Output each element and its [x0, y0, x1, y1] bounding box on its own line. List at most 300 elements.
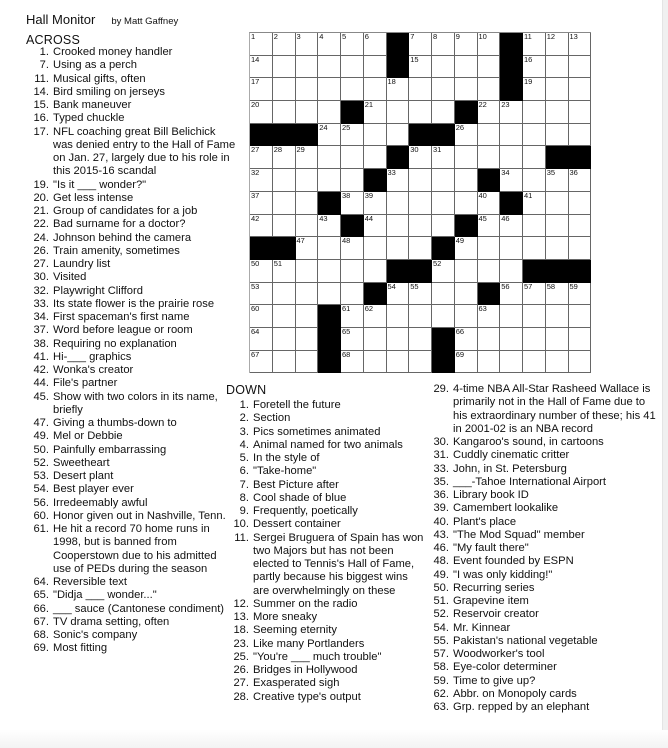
clue-item[interactable]	[26, 430, 236, 443]
grid-cell[interactable]	[387, 124, 410, 147]
clue-text: Section	[253, 412, 291, 425]
clue-item[interactable]	[226, 452, 426, 465]
grid-cell[interactable]	[409, 237, 432, 260]
clue-item[interactable]	[226, 664, 426, 677]
grid-cell[interactable]	[500, 328, 523, 351]
grid-cell[interactable]	[341, 78, 364, 101]
clue-item[interactable]	[426, 648, 656, 661]
clue-item[interactable]	[26, 271, 236, 284]
clue-item[interactable]	[26, 192, 236, 205]
clue-item[interactable]	[426, 555, 656, 568]
clue-item[interactable]	[426, 595, 656, 608]
grid-cell[interactable]	[296, 215, 319, 238]
down-clue-list-column-1	[226, 399, 426, 704]
grid-cell[interactable]	[296, 260, 319, 283]
clue-item[interactable]	[426, 502, 656, 515]
grid-cell[interactable]	[364, 56, 387, 79]
grid-cell[interactable]	[500, 146, 523, 169]
clue-item[interactable]	[26, 497, 236, 510]
grid-cell[interactable]	[273, 78, 296, 101]
grid-cell[interactable]	[296, 78, 319, 101]
grid-cell[interactable]	[364, 328, 387, 351]
grid-cell[interactable]	[409, 283, 432, 306]
grid-cell[interactable]	[546, 283, 569, 306]
grid-cell[interactable]	[296, 305, 319, 328]
clue-item[interactable]	[426, 635, 656, 648]
grid-cell[interactable]	[523, 33, 546, 56]
clue-item[interactable]	[426, 675, 656, 688]
grid-cell[interactable]	[569, 283, 592, 306]
grid-cell[interactable]	[364, 237, 387, 260]
clue-item[interactable]	[26, 99, 236, 112]
clue-item[interactable]	[226, 638, 426, 651]
clue-item[interactable]	[226, 598, 426, 611]
clue-number: 2.	[239, 412, 249, 425]
grid-cell[interactable]	[318, 56, 341, 79]
grid-cell[interactable]	[569, 56, 592, 79]
grid-cell[interactable]	[364, 260, 387, 283]
grid-cell[interactable]	[569, 328, 592, 351]
grid-cell[interactable]	[546, 237, 569, 260]
grid-cell[interactable]	[387, 305, 410, 328]
grid-cell[interactable]	[273, 101, 296, 124]
grid-cell[interactable]	[250, 260, 273, 283]
grid-cell[interactable]	[455, 33, 478, 56]
grid-cell[interactable]	[273, 328, 296, 351]
grid-cell[interactable]	[273, 56, 296, 79]
grid-cell[interactable]	[318, 215, 341, 238]
grid-cell[interactable]	[523, 169, 546, 192]
grid-cell[interactable]	[432, 33, 455, 56]
black-square	[478, 283, 501, 306]
grid-cell[interactable]	[409, 215, 432, 238]
grid-cell[interactable]	[432, 305, 455, 328]
grid-cell[interactable]	[523, 146, 546, 169]
clue-item[interactable]	[26, 483, 236, 496]
grid-cell[interactable]	[364, 215, 387, 238]
clue-item[interactable]	[26, 364, 236, 377]
grid-cell[interactable]	[546, 78, 569, 101]
grid-cell[interactable]	[569, 101, 592, 124]
grid-cell[interactable]	[341, 237, 364, 260]
grid-cell[interactable]	[432, 101, 455, 124]
grid-cell[interactable]	[500, 305, 523, 328]
clue-item[interactable]	[426, 569, 656, 582]
clue-item[interactable]	[26, 523, 236, 576]
grid-cell[interactable]	[500, 124, 523, 147]
grid-cell[interactable]	[364, 78, 387, 101]
grid-cell[interactable]	[569, 351, 592, 374]
grid-cell[interactable]	[455, 146, 478, 169]
cell-number: 36	[569, 168, 578, 178]
clue-item[interactable]	[426, 582, 656, 595]
clue-item[interactable]	[26, 510, 236, 523]
grid-cell[interactable]	[523, 328, 546, 351]
clue-item[interactable]	[26, 470, 236, 483]
clue-text: Grapevine item	[453, 595, 529, 607]
clue-item[interactable]	[426, 436, 656, 449]
grid-cell[interactable]	[273, 305, 296, 328]
clue-item[interactable]	[26, 351, 236, 364]
grid-cell[interactable]	[569, 169, 592, 192]
grid-cell[interactable]	[296, 283, 319, 306]
grid-cell[interactable]	[250, 283, 273, 306]
grid-cell[interactable]	[432, 169, 455, 192]
grid-cell[interactable]	[455, 351, 478, 374]
grid-cell[interactable]	[364, 101, 387, 124]
grid-cell[interactable]	[500, 237, 523, 260]
grid-cell[interactable]	[500, 351, 523, 374]
grid-cell[interactable]	[523, 192, 546, 215]
clue-item[interactable]	[426, 529, 656, 542]
grid-cell[interactable]	[432, 215, 455, 238]
grid-cell[interactable]	[318, 260, 341, 283]
grid-cell[interactable]	[455, 56, 478, 79]
clue-number: 43.	[433, 528, 449, 541]
grid-cell[interactable]	[455, 124, 478, 147]
grid-cell[interactable]	[318, 124, 341, 147]
grid-cell[interactable]	[455, 192, 478, 215]
clue-item[interactable]	[26, 616, 236, 629]
grid-cell[interactable]	[523, 237, 546, 260]
clue-text: Exasperated sigh	[253, 677, 340, 690]
grid-cell[interactable]	[387, 78, 410, 101]
grid-cell[interactable]	[296, 237, 319, 260]
clue-text: Hi-___ graphics	[53, 350, 132, 363]
grid-cell[interactable]	[409, 33, 432, 56]
clue-item[interactable]	[26, 444, 236, 457]
grid-cell[interactable]	[569, 237, 592, 260]
scrollbar[interactable]	[662, 0, 668, 748]
clue-item[interactable]	[26, 285, 236, 298]
grid-cell[interactable]	[569, 33, 592, 56]
clue-item[interactable]	[26, 603, 236, 616]
grid-cell[interactable]	[364, 192, 387, 215]
clue-item[interactable]	[26, 324, 236, 337]
clue-item[interactable]	[26, 59, 236, 72]
clue-item[interactable]	[26, 86, 236, 99]
grid-cell[interactable]	[546, 328, 569, 351]
grid-cell[interactable]	[523, 305, 546, 328]
grid-cell[interactable]	[546, 351, 569, 374]
grid-cell[interactable]	[546, 33, 569, 56]
grid-cell[interactable]	[250, 146, 273, 169]
clue-item[interactable]	[26, 218, 236, 231]
grid-cell[interactable]	[250, 101, 273, 124]
grid-cell[interactable]	[500, 169, 523, 192]
clue-item[interactable]	[226, 532, 426, 598]
grid-cell[interactable]	[273, 283, 296, 306]
grid-cell[interactable]	[546, 192, 569, 215]
clue-number: 66.	[33, 602, 49, 615]
grid-cell[interactable]	[341, 56, 364, 79]
clue-item[interactable]	[226, 479, 426, 492]
clue-item[interactable]	[26, 298, 236, 311]
grid-cell[interactable]	[478, 351, 501, 374]
cell-number: 35	[546, 168, 556, 178]
grid-cell[interactable]	[318, 237, 341, 260]
grid-cell[interactable]	[296, 169, 319, 192]
grid-cell[interactable]	[318, 33, 341, 56]
grid-cell[interactable]	[250, 351, 273, 374]
grid-cell[interactable]	[409, 146, 432, 169]
grid-cell[interactable]	[296, 351, 319, 374]
grid-cell[interactable]	[432, 56, 455, 79]
clue-item[interactable]	[26, 391, 236, 418]
grid-cell[interactable]	[546, 56, 569, 79]
grid-cell[interactable]	[478, 124, 501, 147]
clue-item[interactable]	[26, 417, 236, 430]
grid-cell[interactable]	[296, 101, 319, 124]
grid-cell[interactable]	[387, 283, 410, 306]
grid-cell[interactable]	[341, 192, 364, 215]
grid-cell[interactable]	[478, 305, 501, 328]
clue-item[interactable]	[26, 642, 236, 655]
clue-item[interactable]	[426, 622, 656, 635]
clue-item[interactable]	[26, 457, 236, 470]
clue-text: He hit a record 70 home runs in 1998, but is banned from Cooperstown due to his admitted use of PEDs during the season	[53, 523, 217, 575]
grid-cell[interactable]	[364, 124, 387, 147]
grid-cell[interactable]	[546, 215, 569, 238]
grid-cell[interactable]	[523, 56, 546, 79]
grid-cell[interactable]	[250, 78, 273, 101]
grid-cell[interactable]	[569, 78, 592, 101]
grid-cell[interactable]	[523, 283, 546, 306]
grid-cell[interactable]	[341, 283, 364, 306]
grid-cell[interactable]	[478, 215, 501, 238]
grid-cell[interactable]	[478, 146, 501, 169]
grid-cell[interactable]	[478, 328, 501, 351]
grid-cell[interactable]	[250, 328, 273, 351]
cell-number: 68	[342, 349, 351, 359]
clue-item[interactable]	[26, 112, 236, 125]
grid-cell[interactable]	[364, 305, 387, 328]
grid-cell[interactable]	[387, 328, 410, 351]
clue-item[interactable]	[226, 624, 426, 637]
clue-item[interactable]	[226, 465, 426, 478]
grid-cell[interactable]	[432, 192, 455, 215]
cell-number: 39	[364, 190, 374, 200]
clue-item[interactable]	[26, 46, 236, 59]
grid-cell[interactable]	[364, 351, 387, 374]
grid-cell[interactable]	[296, 146, 319, 169]
grid-cell[interactable]	[523, 101, 546, 124]
grid-cell[interactable]	[569, 305, 592, 328]
grid-cell[interactable]	[273, 260, 296, 283]
clue-item[interactable]	[26, 126, 236, 179]
grid-cell[interactable]	[569, 192, 592, 215]
grid-cell[interactable]	[478, 260, 501, 283]
black-square	[341, 215, 364, 238]
grid-cell[interactable]	[387, 169, 410, 192]
cell-number: 56	[501, 281, 510, 291]
clue-item[interactable]	[226, 691, 426, 704]
clue-text: Desert plant	[53, 470, 114, 482]
grid-cell[interactable]	[341, 260, 364, 283]
grid-cell[interactable]	[250, 33, 273, 56]
clue-item[interactable]	[26, 205, 236, 218]
clue-item[interactable]	[26, 311, 236, 324]
grid-cell[interactable]	[523, 215, 546, 238]
clue-item[interactable]	[426, 449, 656, 462]
grid-cell[interactable]	[341, 146, 364, 169]
clue-item[interactable]	[426, 516, 656, 529]
grid-cell[interactable]	[478, 237, 501, 260]
grid-cell[interactable]	[455, 260, 478, 283]
clue-item[interactable]	[226, 439, 426, 452]
clue-text: Mr. Kinnear	[453, 621, 511, 634]
clue-item[interactable]	[426, 463, 656, 476]
grid-cell[interactable]	[273, 169, 296, 192]
grid-cell[interactable]	[296, 33, 319, 56]
grid-cell[interactable]	[296, 328, 319, 351]
clue-item[interactable]	[226, 651, 426, 664]
clue-number: 1.	[39, 46, 49, 58]
clue-item[interactable]	[26, 245, 236, 258]
cell-number: 28	[273, 145, 283, 155]
grid-cell[interactable]	[250, 169, 273, 192]
grid-cell[interactable]	[409, 169, 432, 192]
grid-cell[interactable]	[409, 192, 432, 215]
clue-item[interactable]	[26, 576, 236, 589]
cell-number: 44	[364, 213, 374, 223]
grid-cell[interactable]	[478, 101, 501, 124]
grid-cell[interactable]	[500, 283, 523, 306]
grid-cell[interactable]	[341, 351, 364, 374]
clue-number: 5.	[239, 452, 249, 464]
grid-cell[interactable]	[387, 237, 410, 260]
grid-cell[interactable]	[273, 146, 296, 169]
grid-cell[interactable]	[569, 124, 592, 147]
clue-item[interactable]	[226, 611, 426, 624]
grid-cell[interactable]	[341, 33, 364, 56]
grid-cell[interactable]	[523, 124, 546, 147]
grid-cell[interactable]	[500, 260, 523, 283]
grid-cell[interactable]	[500, 101, 523, 124]
cell-number: 6	[364, 32, 369, 41]
clue-item[interactable]	[226, 492, 426, 505]
grid-cell[interactable]	[409, 101, 432, 124]
clue-item[interactable]	[26, 232, 236, 245]
clue-item[interactable]	[26, 629, 236, 642]
clue-number: 3.	[239, 425, 249, 438]
grid-cell[interactable]	[409, 305, 432, 328]
cell-number: 1	[251, 32, 256, 41]
grid-cell[interactable]	[409, 351, 432, 374]
grid-cell[interactable]	[318, 283, 341, 306]
grid-cell[interactable]	[523, 351, 546, 374]
grid-cell[interactable]	[250, 192, 273, 215]
grid-cell[interactable]	[546, 305, 569, 328]
black-square	[432, 328, 455, 351]
clue-item[interactable]	[426, 701, 656, 714]
black-square	[341, 101, 364, 124]
grid-cell[interactable]	[387, 192, 410, 215]
clue-item[interactable]	[26, 338, 236, 351]
grid-cell[interactable]	[296, 56, 319, 79]
clue-item[interactable]	[226, 677, 426, 690]
clue-item[interactable]	[226, 518, 426, 531]
grid-cell[interactable]	[318, 146, 341, 169]
grid-cell[interactable]	[478, 78, 501, 101]
clue-item[interactable]	[226, 412, 426, 425]
grid-cell[interactable]	[455, 237, 478, 260]
grid-cell[interactable]	[432, 260, 455, 283]
clue-item[interactable]	[426, 542, 656, 555]
grid-cell[interactable]	[432, 283, 455, 306]
grid-cell[interactable]	[250, 56, 273, 79]
grid-cell[interactable]	[546, 169, 569, 192]
grid-cell[interactable]	[455, 78, 478, 101]
grid-cell[interactable]	[409, 56, 432, 79]
clue-item[interactable]	[426, 661, 656, 674]
cell-number: 37	[251, 190, 260, 200]
grid-cell[interactable]	[478, 192, 501, 215]
clue-item[interactable]	[426, 688, 656, 701]
grid-cell[interactable]	[569, 215, 592, 238]
grid-cell[interactable]	[546, 101, 569, 124]
grid-cell[interactable]	[250, 215, 273, 238]
clue-item[interactable]	[426, 383, 656, 436]
clue-item[interactable]	[226, 426, 426, 439]
grid-cell[interactable]	[364, 33, 387, 56]
grid-cell[interactable]	[478, 56, 501, 79]
grid-cell[interactable]	[432, 146, 455, 169]
clue-item[interactable]	[426, 608, 656, 621]
grid-cell[interactable]	[273, 215, 296, 238]
grid-cell[interactable]	[455, 169, 478, 192]
grid-cell[interactable]	[455, 305, 478, 328]
clue-item[interactable]	[26, 589, 236, 602]
grid-cell[interactable]	[409, 328, 432, 351]
grid-cell[interactable]	[409, 78, 432, 101]
clue-item[interactable]	[426, 489, 656, 502]
grid-cell[interactable]	[523, 78, 546, 101]
grid-cell[interactable]	[341, 328, 364, 351]
grid-cell[interactable]	[296, 192, 319, 215]
grid-cell[interactable]	[387, 351, 410, 374]
grid-cell[interactable]	[387, 101, 410, 124]
clue-item[interactable]	[26, 179, 236, 192]
clue-item[interactable]	[226, 399, 426, 412]
black-square	[432, 237, 455, 260]
clue-item[interactable]	[26, 258, 236, 271]
clue-text: Foretell the future	[253, 399, 341, 411]
clue-item[interactable]	[26, 377, 236, 390]
grid-cell[interactable]	[318, 169, 341, 192]
grid-cell[interactable]	[250, 305, 273, 328]
grid-cell[interactable]	[273, 351, 296, 374]
grid-cell[interactable]	[455, 328, 478, 351]
clue-item[interactable]	[26, 73, 236, 86]
grid-cell[interactable]	[341, 124, 364, 147]
grid-cell[interactable]	[318, 78, 341, 101]
clue-item[interactable]	[226, 505, 426, 518]
grid-cell[interactable]	[432, 78, 455, 101]
grid-cell[interactable]	[273, 33, 296, 56]
grid-cell[interactable]	[364, 146, 387, 169]
grid-cell[interactable]	[387, 215, 410, 238]
grid-cell[interactable]	[341, 305, 364, 328]
grid-cell[interactable]	[546, 124, 569, 147]
grid-cell[interactable]	[318, 101, 341, 124]
grid-cell[interactable]	[500, 215, 523, 238]
grid-cell[interactable]	[341, 169, 364, 192]
clue-item[interactable]	[426, 476, 656, 489]
grid-cell[interactable]	[273, 192, 296, 215]
grid-cell[interactable]	[455, 283, 478, 306]
grid-cell[interactable]	[478, 33, 501, 56]
